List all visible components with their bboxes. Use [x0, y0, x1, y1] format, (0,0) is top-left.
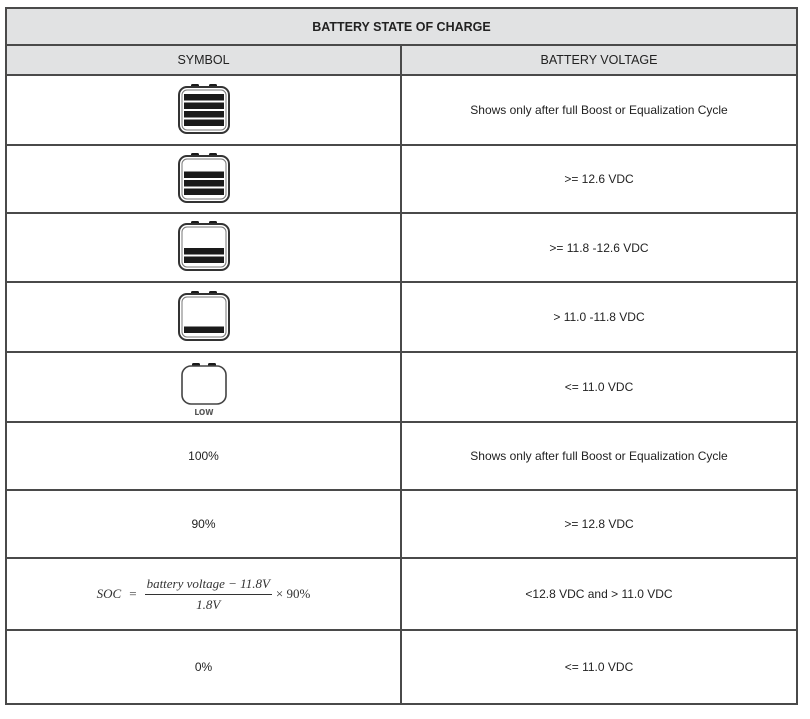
battery-voltage-cell: >= 12.8 VDC — [401, 490, 797, 558]
battery-state-of-charge-table — [5, 7, 798, 705]
table-row — [6, 630, 797, 704]
formula-lhs: SOC — [96, 586, 122, 601]
battery-voltage-cell: >= 11.8 -12.6 VDC — [401, 213, 797, 282]
column-header-symbol: SYMBOL — [6, 45, 401, 75]
table-header-row — [6, 45, 797, 75]
battery-voltage-cell: Shows only after full Boost or Equalization Cycle — [401, 75, 797, 145]
symbol-cell — [6, 75, 401, 145]
battery-1-bar-icon — [176, 288, 232, 344]
battery-3-bars-icon — [176, 150, 232, 206]
formula-fraction — [145, 576, 272, 613]
battery-voltage-cell: >= 12.6 VDC — [401, 145, 797, 213]
table-row — [6, 145, 797, 213]
symbol-cell — [6, 213, 401, 282]
battery-4-bars-icon — [176, 81, 232, 137]
battery-voltage-cell: <12.8 VDC and > 11.0 VDC — [401, 558, 797, 630]
formula-cell — [6, 558, 401, 630]
formula-numerator: battery voltage − 11.8V — [145, 576, 272, 595]
formula-denominator: 1.8V — [196, 596, 221, 612]
symbol-cell — [6, 352, 401, 422]
formula-multiplier: × 90% — [275, 586, 311, 601]
table-row — [6, 75, 797, 145]
battery-2-bars-icon — [176, 218, 232, 274]
battery-voltage-cell: <= 11.0 VDC — [401, 630, 797, 704]
battery-voltage-cell: Shows only after full Boost or Equalization Cycle — [401, 422, 797, 490]
percent-cell: 0% — [6, 630, 401, 704]
percent-cell: 90% — [6, 490, 401, 558]
table-title-row — [6, 8, 797, 45]
low-label: LOW — [193, 407, 214, 417]
battery-low-icon — [176, 358, 232, 417]
table-row — [6, 422, 797, 490]
table-row — [6, 352, 797, 422]
percent-cell: 100% — [6, 422, 401, 490]
symbol-cell — [6, 145, 401, 213]
symbol-cell — [6, 282, 401, 352]
battery-voltage-cell: <= 11.0 VDC — [401, 352, 797, 422]
table-row — [6, 558, 797, 630]
table-row — [6, 213, 797, 282]
table-row — [6, 490, 797, 558]
soc-formula — [97, 576, 311, 613]
column-header-battery-voltage: BATTERY VOLTAGE — [401, 45, 797, 75]
table-title: BATTERY STATE OF CHARGE — [6, 8, 797, 45]
formula-equals: = — [129, 586, 137, 601]
battery-voltage-cell: > 11.0 -11.8 VDC — [401, 282, 797, 352]
table-row — [6, 282, 797, 352]
